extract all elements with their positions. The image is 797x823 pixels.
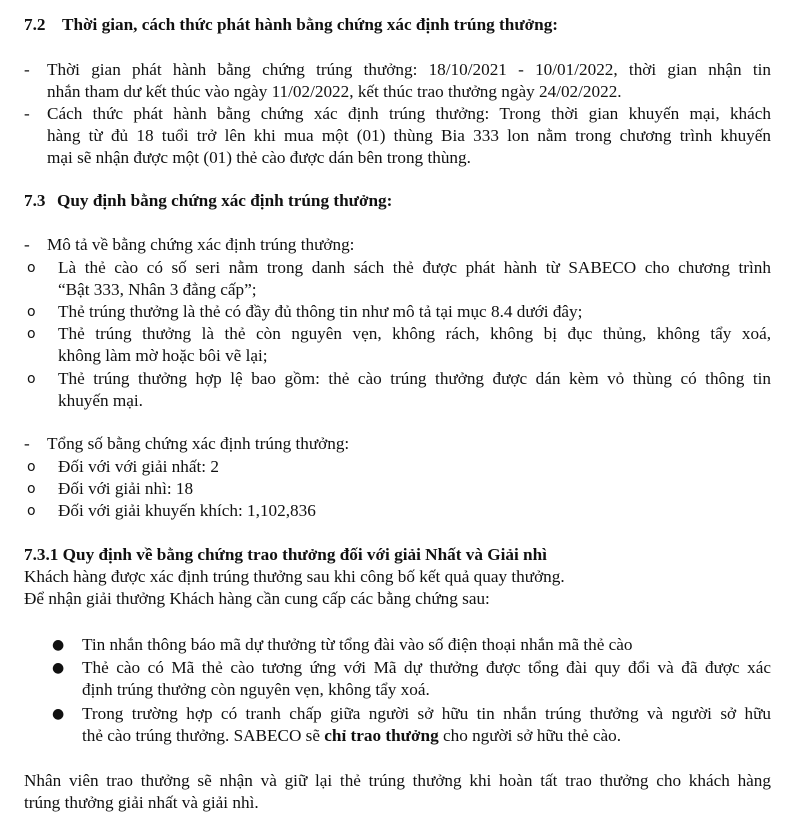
list-label: Mô tả về bằng chứng xác định trúng thưởng: xyxy=(47,235,355,254)
circle-bullet-icon: o xyxy=(27,260,36,276)
list-item-line: nhắn tham dư kết thúc vào ngày 11/02/2022, kết thúc trao thưởng ngày 24/02/2022. xyxy=(47,82,622,101)
list-item-line: không làm mờ hoặc bôi vẽ lại; xyxy=(58,346,268,365)
emphasis-text: chỉ trao thưởng xyxy=(324,726,439,745)
paragraph-line: trúng thưởng giải nhất và giải nhì. xyxy=(24,793,259,812)
section-7-3-heading xyxy=(24,190,392,212)
list-item-line: Thẻ trúng thưởng là thẻ còn nguyên vẹn, không rách, không bị đục thủng, không tẩy xoá, xyxy=(58,324,771,343)
section-title: Quy định bằng chứng xác định trúng thưởng: xyxy=(57,191,393,210)
bullet-icon: ● xyxy=(52,637,65,653)
section-number: 7.3 xyxy=(24,191,46,210)
bullet-icon: ● xyxy=(52,706,65,722)
list-item-line xyxy=(82,725,621,747)
list-item-line: Cách thức phát hành bằng chứng xác định trúng thưởng: Trong thời gian khuyến mại, khách xyxy=(47,104,771,123)
circle-bullet-icon: o xyxy=(27,481,36,497)
dash-marker: - xyxy=(24,60,30,79)
dash-marker: - xyxy=(24,434,30,453)
list-item-line: mại sẽ nhận được một (01) thẻ cào được dán bên trong thùng. xyxy=(47,148,471,167)
paragraph: Để nhận giải thưởng Khách hàng cần cung cấp các bằng chứng sau: xyxy=(24,589,490,608)
text-run: thẻ cào trúng thưởng. SABECO sẽ xyxy=(82,726,325,745)
list-item-line: Thẻ cào có Mã thẻ cào tương ứng với Mã dự thưởng được tổng đài quy đổi và đã được xác xyxy=(82,658,771,677)
bullet-icon: ● xyxy=(52,660,65,676)
list-item-line: Đối với giải nhì: 18 xyxy=(58,479,194,498)
list-item-line: khuyến mại. xyxy=(58,391,143,410)
list-item-line: Thời gian phát hành bằng chứng trúng thưởng: 18/10/2021 - 10/01/2022, thời gian nhận tin xyxy=(47,60,771,79)
circle-bullet-icon: o xyxy=(27,326,36,342)
list-item-line: định trúng thưởng còn nguyên vẹn, không tẩy xoá. xyxy=(82,680,430,699)
section-7-2-heading xyxy=(24,14,558,36)
list-item-line: “Bật 333, Nhân 3 đẳng cấp”; xyxy=(58,280,257,299)
circle-bullet-icon: o xyxy=(27,459,36,475)
list-item-line: Thẻ trúng thưởng hợp lệ bao gồm: thẻ cào trúng thưởng được dán kèm vỏ thùng có thông tin xyxy=(58,369,771,388)
list-item-line: Đối với giải khuyến khích: 1,102,836 xyxy=(58,501,316,520)
circle-bullet-icon: o xyxy=(27,304,36,320)
list-item-line: hàng từ đủ 18 tuổi trở lên khi mua một (01) thùng Bia 333 lon nằm trong chương trình khuyến xyxy=(47,126,771,145)
list-item-line: Tin nhắn thông báo mã dự thưởng từ tổng đài vào số điện thoại nhắn mã thẻ cào xyxy=(82,635,633,654)
list-item-line: Thẻ trúng thưởng là thẻ có đầy đủ thông tin như mô tả tại mục 8.4 dưới đây; xyxy=(58,302,583,321)
paragraph: Khách hàng được xác định trúng thưởng sau khi công bố kết quả quay thưởng. xyxy=(24,567,565,586)
circle-bullet-icon: o xyxy=(27,503,36,519)
list-item-line: Là thẻ cào có số seri nằm trong danh sách thẻ được phát hành từ SABECO cho chương trình xyxy=(58,258,771,277)
section-number: 7.2 xyxy=(24,15,46,34)
list-item-line: Trong trường hợp có tranh chấp giữa người sở hữu tin nhắn trúng thưởng và người sở hữu xyxy=(82,704,771,723)
list-label: Tổng số bằng chứng xác định trúng thưởng: xyxy=(47,434,350,453)
section-7-3-1-heading: 7.3.1 Quy định về bằng chứng trao thưởng đối với giải Nhất và Giải nhì xyxy=(24,545,547,564)
text-run: cho người sở hữu thẻ cào. xyxy=(438,726,622,745)
list-item-line: Đối với với giải nhất: 2 xyxy=(58,457,219,476)
dash-marker: - xyxy=(24,104,30,123)
section-title: Thời gian, cách thức phát hành bằng chứng xác định trúng thưởng: xyxy=(62,15,559,34)
dash-marker: - xyxy=(24,235,30,254)
circle-bullet-icon: o xyxy=(27,371,36,387)
paragraph-line: Nhân viên trao thưởng sẽ nhận và giữ lại thẻ trúng thưởng khi hoàn tất trao thưởng cho khách hàng xyxy=(24,771,771,790)
